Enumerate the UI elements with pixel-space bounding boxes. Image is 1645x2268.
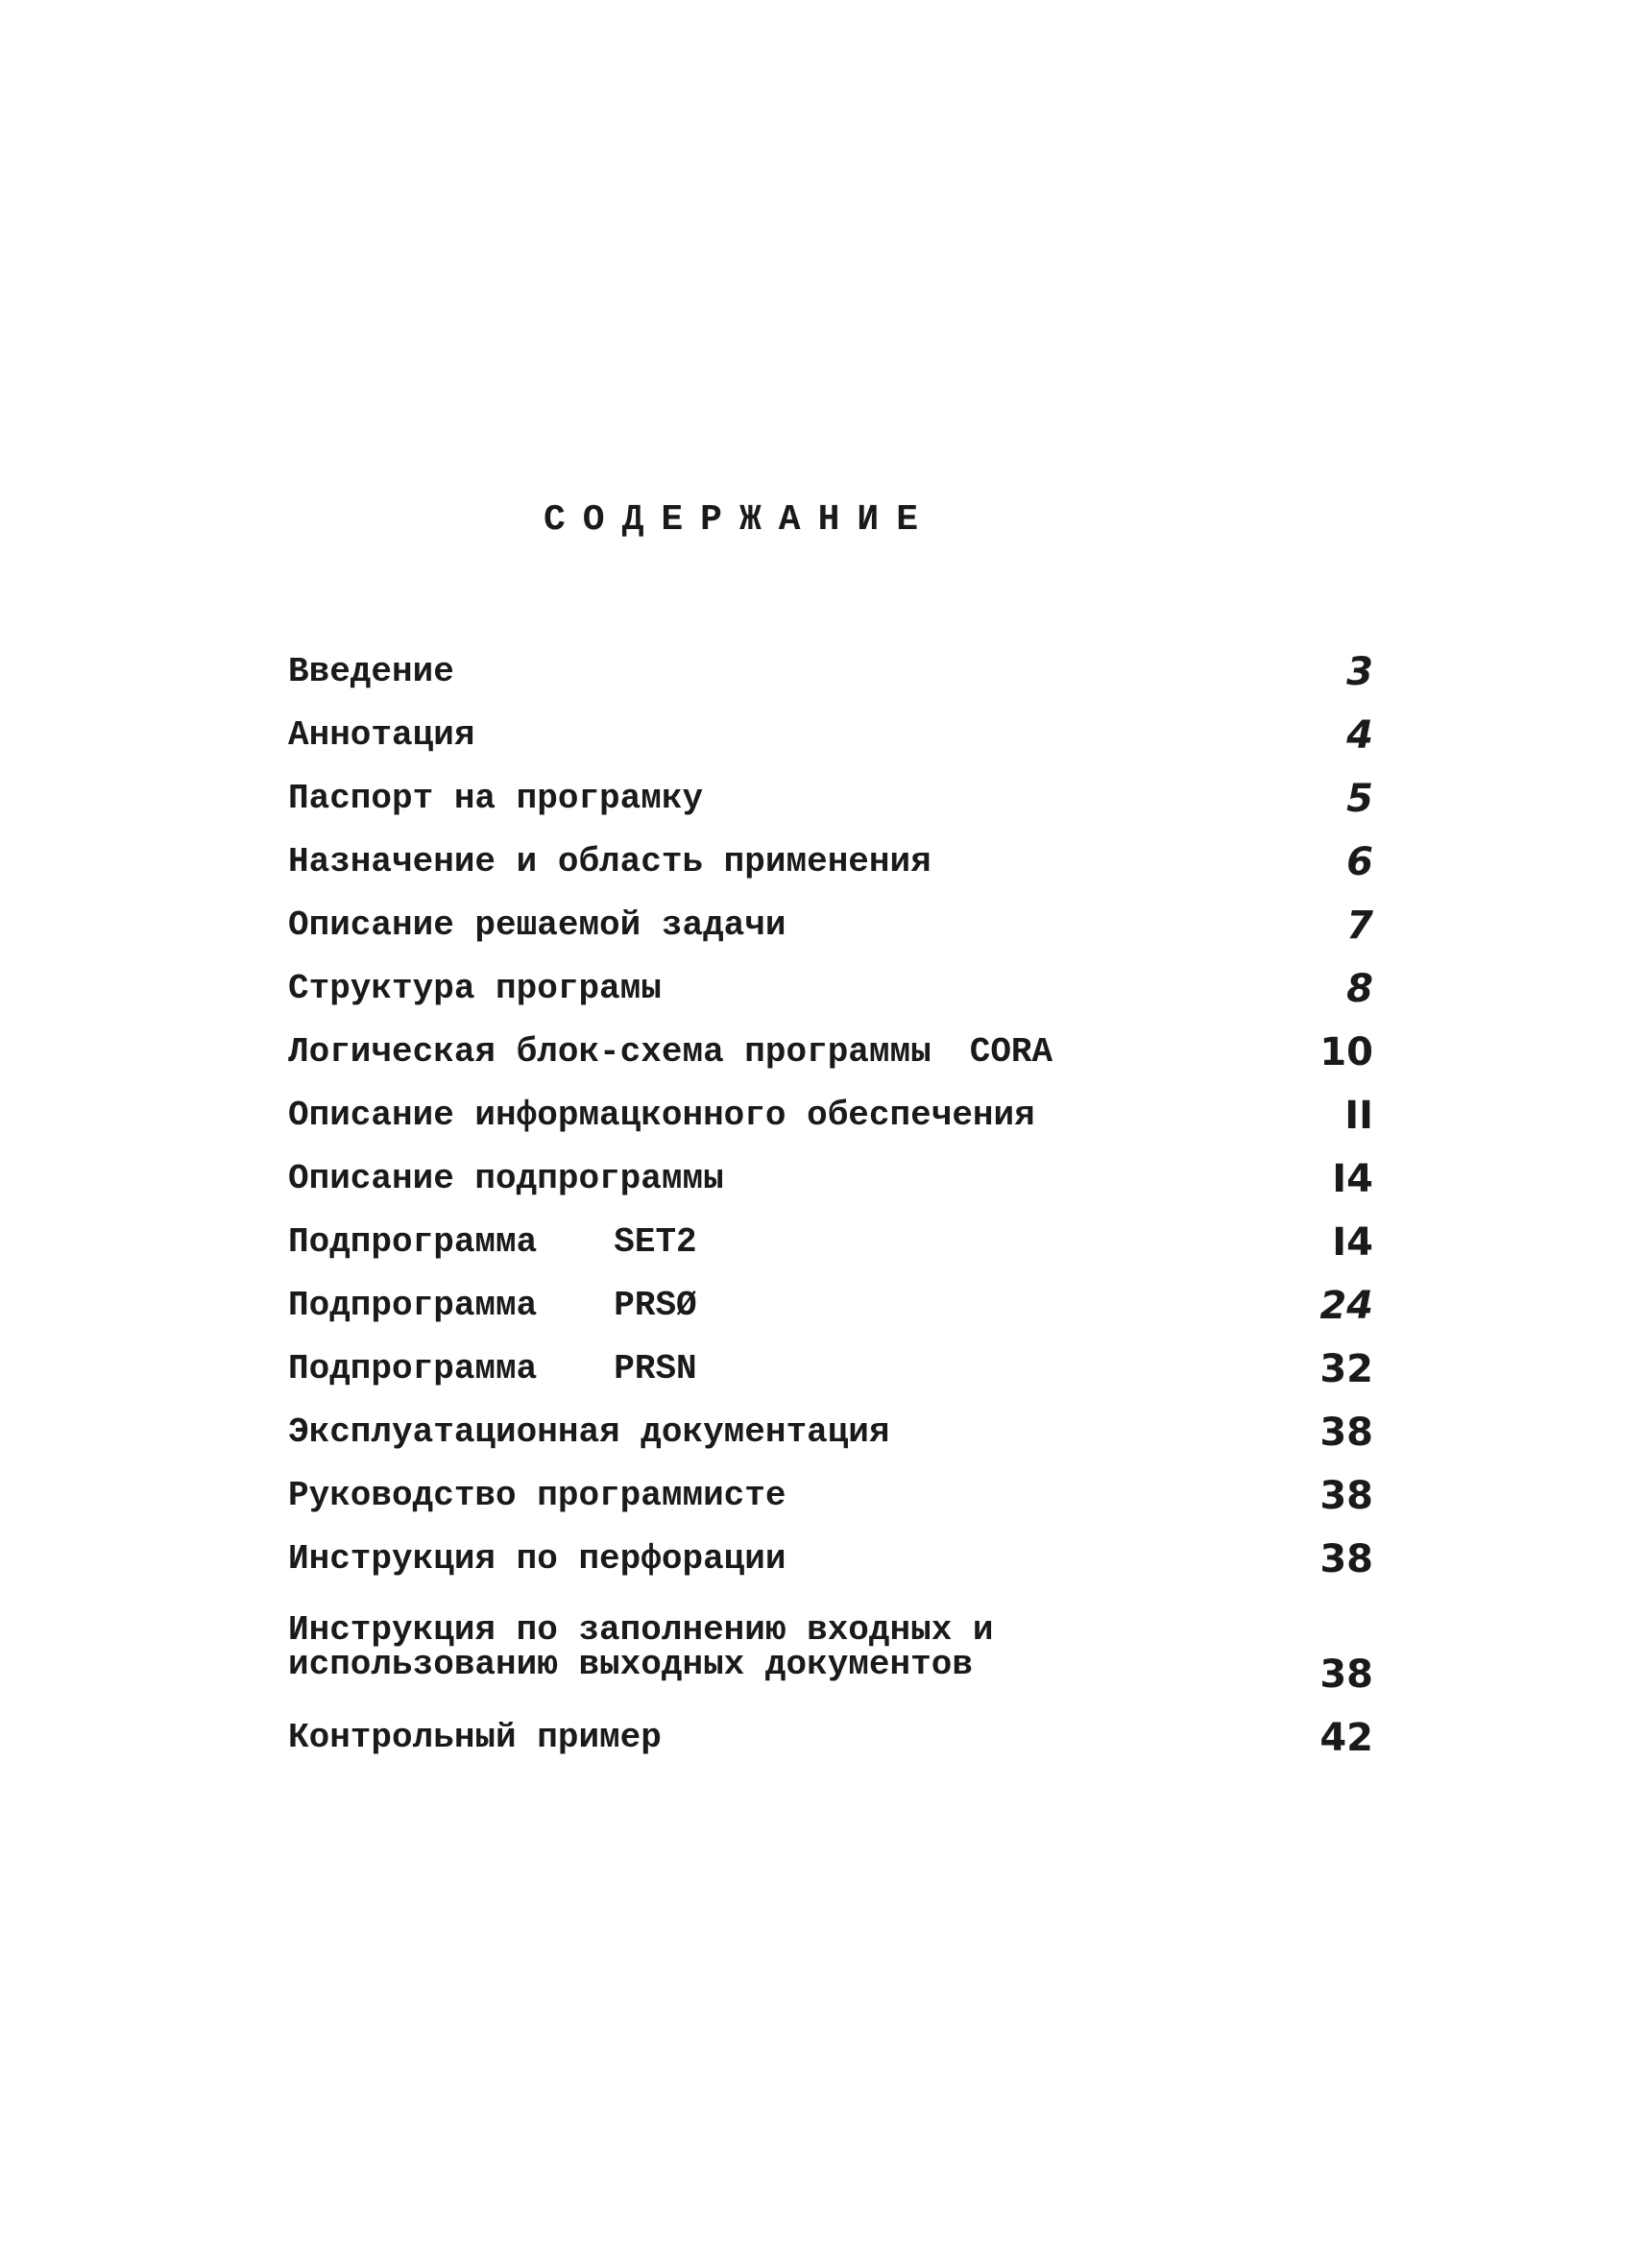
page-title: СОДЕРЖАНИЕ [543,499,936,541]
toc-entry-text: Логическая блок-схема программы [288,1032,931,1072]
toc-entry [288,650,1373,711]
toc-entry-label [288,1223,697,1262]
toc-entry-page: I4 [1332,1157,1373,1201]
toc-entry-label [288,1350,697,1388]
toc-entry-label: Аннотация [288,715,475,755]
program-code: SET2 [614,1222,697,1262]
toc-entry-label: Описание подпрограммы [288,1159,724,1198]
toc-entry-label: Руководство программисте [288,1476,786,1515]
toc-entry [288,1610,1373,1709]
toc-entry [288,1030,1373,1091]
toc-entry-label [288,1610,994,1684]
toc-entry-page: I4 [1332,1220,1373,1265]
toc-entry-label: Эксплуатационная документация [288,1412,890,1452]
toc-entry [288,1716,1373,1776]
toc-entry-label: Введение [288,652,454,691]
toc-entry [288,1157,1373,1218]
toc-entry-page: 6 [1346,840,1373,884]
toc-entry-page: 10 [1319,1030,1373,1074]
toc-entry-label [288,1287,697,1325]
toc-entry-page: 3 [1346,650,1373,694]
toc-entry-page: 8 [1346,967,1373,1011]
toc-entry-label: Назначение и область применения [288,842,931,881]
toc-entry [288,967,1373,1027]
toc-entry-label: Структура програмы [288,969,662,1008]
toc-entry-label: Паспорт на програмку [288,779,704,818]
toc-entry-text-line1: Инструкция по заполнению входных и [288,1610,994,1650]
toc-entry [288,906,1373,964]
toc-entry-page: 24 [1319,1284,1373,1328]
toc-entry-page: 32 [1319,1347,1373,1391]
toc-entry [288,1537,1373,1598]
toc-entry-label: Описание информацконного обеспечения [288,1096,1035,1135]
toc-entry [288,713,1373,774]
toc-entry [288,1474,1373,1534]
toc-entry-page: 38 [1319,1474,1373,1518]
toc-entry-page: 42 [1319,1716,1373,1760]
toc-entry-text-line2: использованию выходных документов [288,1645,973,1684]
program-code: PRSØ [614,1286,697,1325]
toc-entry-text: Подпрограмма [288,1222,538,1262]
toc-entry-page: 38 [1319,1537,1373,1581]
toc-entry-label: Описание решаемой задачи [288,905,786,945]
program-code: CORA [969,1032,1053,1072]
toc-entry-text: Подпрограмма [288,1286,538,1325]
toc-entry [288,1094,1373,1154]
toc-entry-label: Инструкция по перфорации [288,1539,786,1579]
toc-entry-page: 38 [1319,1411,1373,1455]
toc-entry [288,840,1373,901]
toc-entry-page: II [1344,1094,1373,1138]
program-code: PRSN [614,1349,697,1388]
toc-entry-page: 4 [1346,713,1373,758]
toc-entry [288,1413,1373,1471]
toc-entry-label: Контрольный пример [288,1718,662,1757]
toc-entry-page: 5 [1346,777,1373,821]
toc-entry [288,777,1373,837]
toc-entry-page: 38 [1319,1653,1373,1697]
toc-entry-page: 7 [1346,904,1373,948]
toc-entry [288,1347,1373,1408]
toc-entry [288,1220,1373,1281]
toc-entry-text: Подпрограмма [288,1349,538,1388]
toc-entry [288,1284,1373,1344]
toc-entry-label [288,1033,1052,1072]
